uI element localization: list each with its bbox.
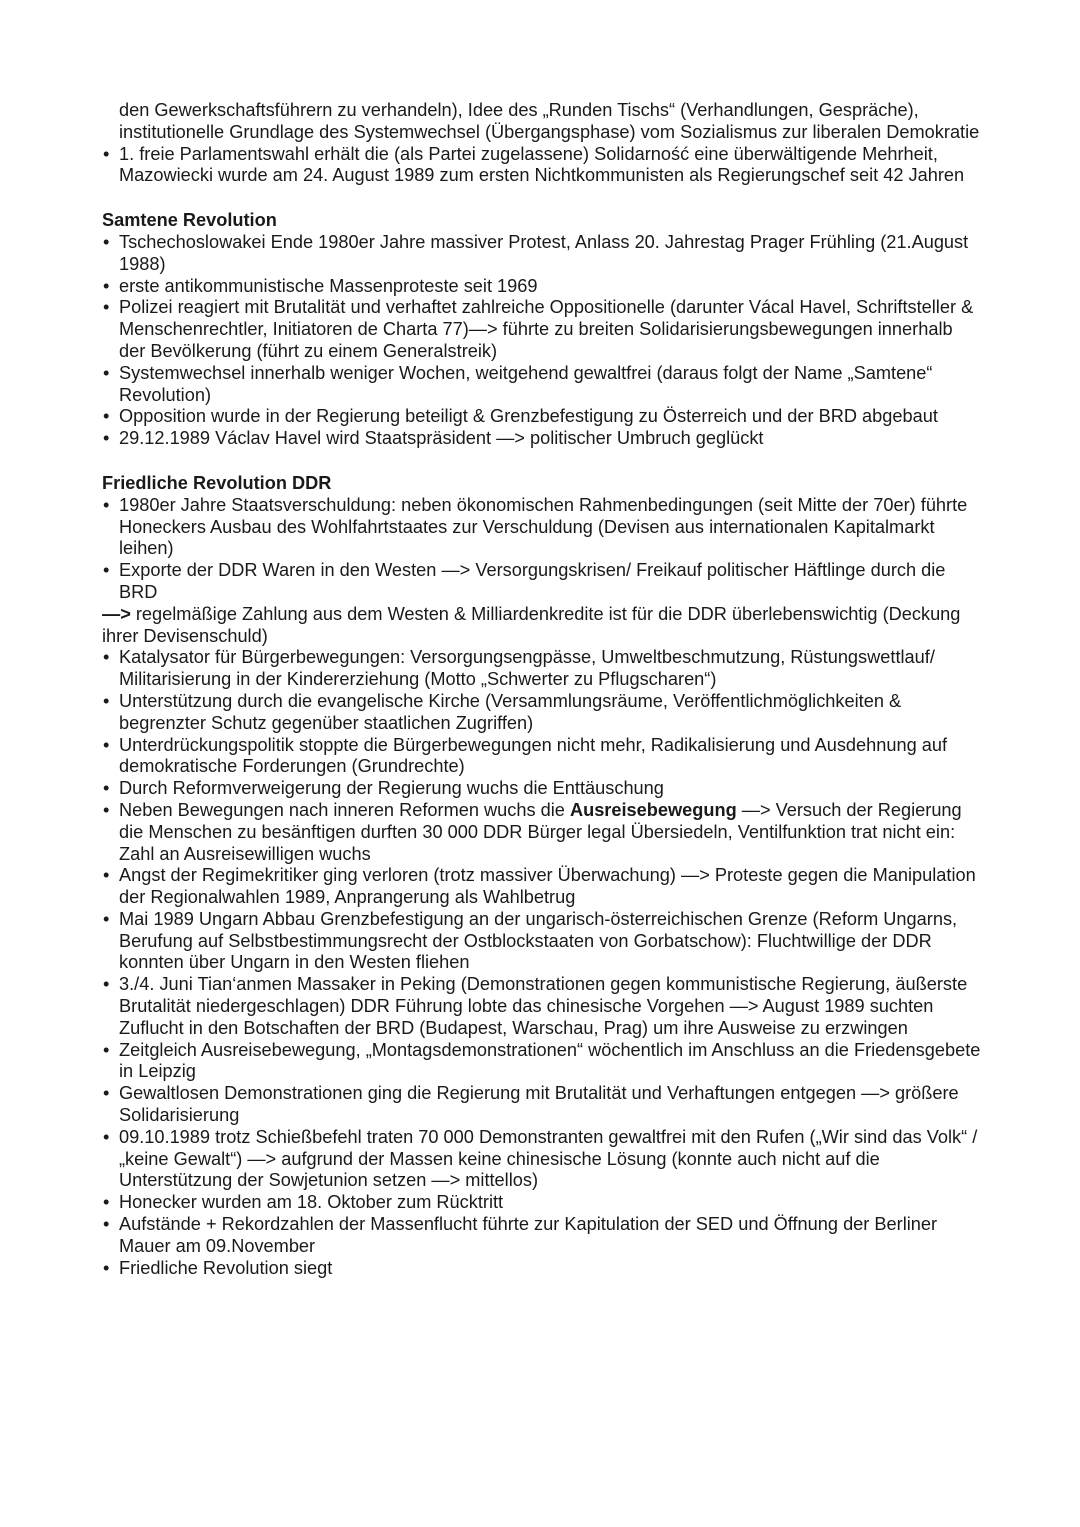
ddr-list-a — [102, 495, 982, 604]
list-item: • Polizei reagiert mit Brutalität und verhaftet zahlreiche Oppositionelle (darunter Vácal Havel, Schriftsteller & Menschenrechtler, Initiatoren de Charta 77)—> führte zu breiten Solidarisierungsbewegungen innerhalb der Bevölkerung (führt zu einem Generalstreik) — [102, 297, 982, 362]
arrow-note — [102, 604, 982, 648]
document-page — [102, 100, 982, 1279]
list-item: • Aufstände + Rekordzahlen der Massenflucht führte zur Kapitulation der SED und Öffnung der Berliner Mauer am 09.November — [102, 1214, 982, 1258]
list-item: • Gewaltlosen Demonstrationen ging die Regierung mit Brutalität und Verhaftungen entgegen —> größere Solidarisierung — [102, 1083, 982, 1127]
ddr-list-b — [102, 647, 982, 1279]
list-item: • Zeitgleich Ausreisebewegung, „Montagsdemonstrationen“ wöchentlich im Anschluss an die Friedensgebete in Leipzig — [102, 1040, 982, 1084]
list-item: • Honecker wurden am 18. Oktober zum Rücktritt — [102, 1192, 982, 1214]
list-item: • 1980er Jahre Staatsverschuldung: neben ökonomischen Rahmenbedingungen (seit Mitte der 70er) führte Honeckers Ausbau des Wohlfahrtstaates zur Verschuldung (Devisen aus internationalen Kapitalmarkt leihen) — [102, 495, 982, 560]
ausreise-bold: Ausreisebewegung — [569, 799, 737, 820]
list-item: • 3./4. Juni Tian‘anmen Massaker in Peking (Demonstrationen gegen kommunistische Regierung, äußerste Brutalität niedergeschlagen) DDR Führung lobte das chinesische Vorgehen —> August 1989 suchten Zuflucht in den Botschaften der BRD (Budapest, Warschau, Prag) um ihre Ausweise zu erzwingen — [102, 974, 982, 1039]
list-item: • Exporte der DDR Waren in den Westen —> Versorgungskrisen/ Freikauf politischer Häftlinge durch die BRD — [102, 560, 982, 604]
list-item: • Unterstützung durch die evangelische Kirche (Versammlungsräume, Veröffentlichmöglichkeiten & begrenzter Schutz gegenüber staatlichen Zugriffen) — [102, 691, 982, 735]
list-item: • Katalysator für Bürgerbewegungen: Versorgungsengpässe, Umweltbeschmutzung, Rüstungswettlauf/ Militarisierung in der Kindererziehung (Motto „Schwerter zu Pflugscharen“) — [102, 647, 982, 691]
intro-list — [102, 144, 982, 188]
arrow-symbol: —> — [102, 603, 131, 624]
list-item: • Friedliche Revolution siegt — [102, 1258, 982, 1280]
intro-continuation: den Gewerkschaftsführern zu verhandeln), Idee des „Runden Tischs“ (Verhandlungen, Gespräche), institutionelle Grundlage des Systemwechsel (Übergangsphase) vom Sozialismus zur liberalen Demokratie — [119, 100, 980, 142]
list-item: • Unterdrückungspolitik stoppte die Bürgerbewegungen nicht mehr, Radikalisierung und Ausdehnung auf demokratische Forderungen (Grundrechte) — [102, 735, 982, 779]
list-item: • Durch Reformverweigerung der Regierung wuchs die Enttäuschung — [102, 778, 982, 800]
section-heading-ddr: Friedliche Revolution DDR — [102, 472, 332, 493]
list-item: • Opposition wurde in der Regierung beteiligt & Grenzbefestigung zu Österreich und der BRD abgebaut — [102, 406, 982, 428]
list-item: • Systemwechsel innerhalb weniger Wochen, weitgehend gewaltfrei (daraus folgt der Name „Samtene“ Revolution) — [102, 363, 982, 407]
list-item: • Tschechoslowakei Ende 1980er Jahre massiver Protest, Anlass 20. Jahrestag Prager Frühling (21.August 1988) — [102, 232, 982, 276]
list-item: • 1. freie Parlamentswahl erhält die (als Partei zugelassene) Solidarność eine überwältigende Mehrheit, Mazowiecki wurde am 24. August 1989 zum ersten Nichtkommunisten als Regierungschef seit 42 Jahren — [102, 144, 982, 188]
list-item: • 09.10.1989 trotz Schießbefehl traten 70 000 Demonstranten gewaltfrei mit den Rufen („Wir sind das Volk“ / „keine Gewalt“) —> aufgrund der Massen keine chinesische Lösung (konnte auch nicht auf die Unterstützung der Sowjetunion setzen —> mittellos) — [102, 1127, 982, 1192]
arrow-note-text: regelmäßige Zahlung aus dem Westen & Milliardenkredite ist für die DDR überlebenswichtig (Deckung ihrer Devisenschuld) — [102, 603, 961, 646]
section-heading-samtene: Samtene Revolution — [102, 210, 277, 231]
list-item: • Mai 1989 Ungarn Abbau Grenzbefestigung an der ungarisch-österreichischen Grenze (Reform Ungarns, Berufung auf Selbstbestimmungsrecht der Ostblockstaaten von Gorbatschow): Fluchtwillige der DDR konnten über Ungarn in den Westen fliehen — [102, 909, 982, 974]
ausreise-text-after: —> Versuch der Regierung die Menschen zu besänftigen durften 30 000 DDR Bürger legal Übersiedeln, Ventilfunktion trat nicht ein: Zahl an Ausreisewilligen wuchs — [119, 799, 962, 864]
list-item: • erste antikommunistische Massenproteste seit 1969 — [102, 276, 982, 298]
ausreise-text-before: Neben Bewegungen nach inneren Reformen wuchs die — [119, 799, 570, 820]
list-item: • 29.12.1989 Václav Havel wird Staatspräsident —> politischer Umbruch geglückt — [102, 428, 982, 450]
list-item: • Angst der Regimekritiker ging verloren (trotz massiver Überwachung) —> Proteste gegen die Manipulation der Regionalwahlen 1989, Anprangerung als Wahlbetrug — [102, 865, 982, 909]
samtene-list — [102, 232, 982, 450]
list-item-ausreise — [102, 800, 982, 865]
